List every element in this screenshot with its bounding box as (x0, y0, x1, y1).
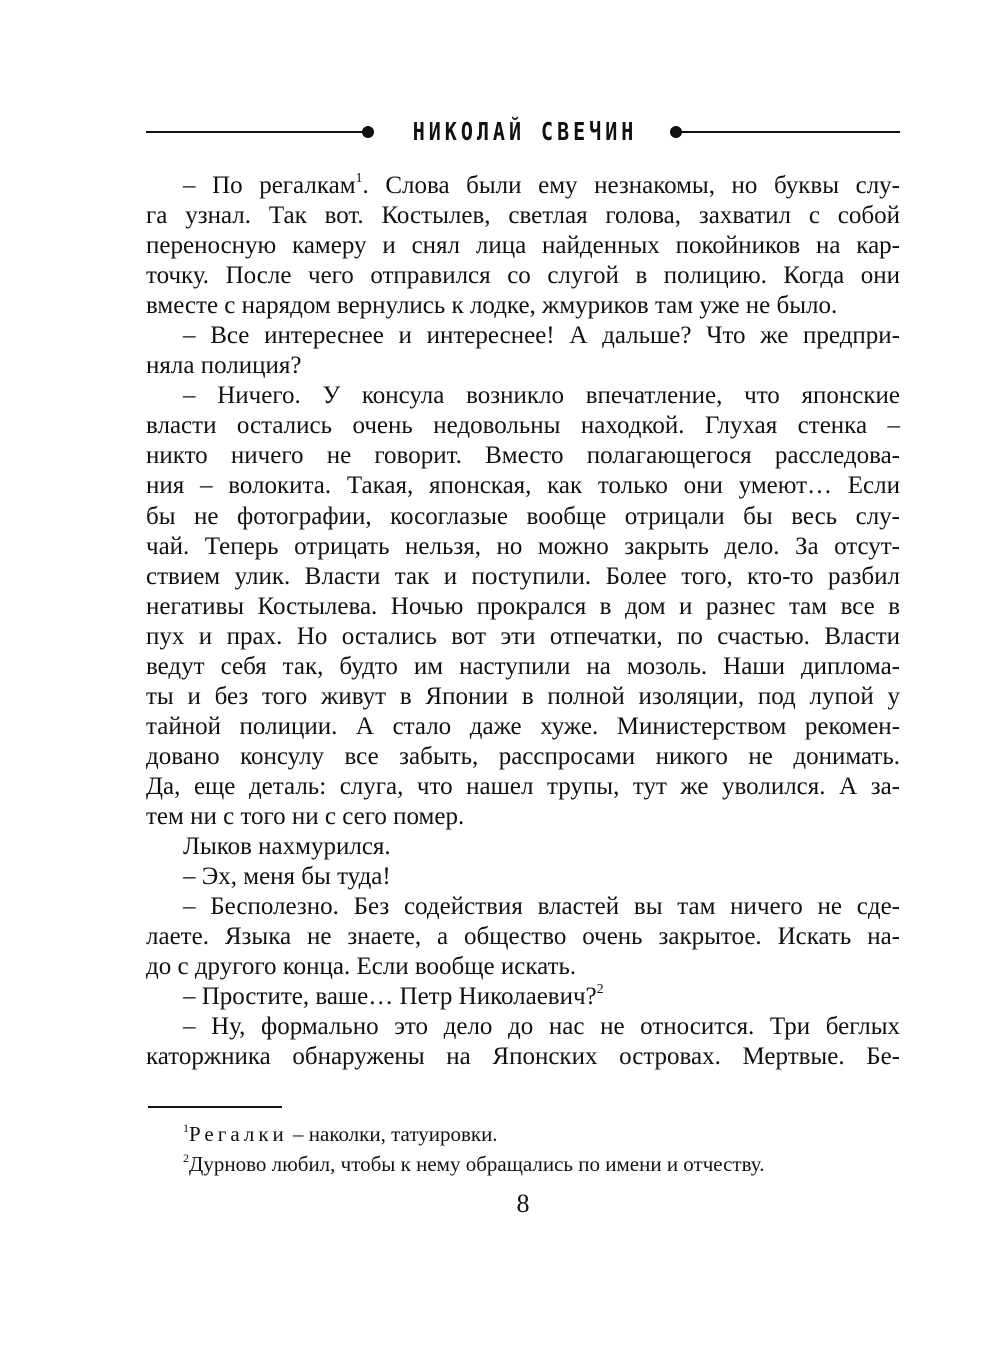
text-line (146, 351, 900, 381)
footnote-number: 2 (183, 1151, 189, 1165)
footnote-marker[interactable]: 1 (355, 171, 363, 186)
text-line (146, 532, 900, 562)
text-line (146, 1042, 900, 1072)
line-text: ния – волокита. Такая, японская, как только они умеют… Если (146, 472, 900, 500)
text-line (146, 832, 900, 862)
line-text: чай. Теперь отрицать нельзя, но можно закрыть дело. За отсут- (146, 532, 900, 560)
line-text: негативы Костылева. Ночью прокрался в дом и разнес там все в (146, 592, 900, 620)
footnote-text: – наколки, татуировки. (287, 1122, 498, 1146)
footnote-number: 1 (183, 1121, 189, 1135)
footnote-marker[interactable]: 2 (596, 982, 604, 998)
header-rule-left (146, 131, 364, 133)
line-text: га узнал. Так вот. Костылев, светлая голова, захватил с собой (146, 202, 900, 230)
text-line (146, 381, 900, 411)
line-text: пух и прах. Но остались вот эти отпечатки, по счастью. Власти (146, 622, 900, 650)
body-text (146, 171, 900, 1072)
line-text: . Слова были ему незнакомы, но буквы слу- (362, 172, 900, 199)
footnotes (146, 1119, 900, 1179)
header-author: НИКОЛАЙ СВЕЧИН (412, 116, 638, 146)
line-text: точку. После чего отправился со слугой в полицию. Когда они (146, 262, 900, 290)
header-rule-right (678, 131, 900, 133)
text-line (146, 1012, 900, 1042)
line-text: до с другого конца. Если вообще искать. (146, 953, 577, 981)
text-line (146, 441, 900, 471)
footnote (146, 1119, 900, 1149)
text-line (146, 682, 900, 712)
text-line (146, 862, 900, 892)
line-text: переносную камеру и снял лица найденных покойников на кар- (146, 232, 900, 260)
text-line (146, 471, 900, 501)
text-line (146, 592, 900, 622)
line-text: Лыков нахмурился. (183, 833, 391, 861)
text-line (146, 321, 900, 351)
line-text: ты и без того живут в Японии в полной изоляции, под лупой у (146, 682, 900, 710)
line-text: довано консулу все забыть, расспросами никого не донимать. (146, 742, 900, 770)
page-number: 8 (516, 1189, 530, 1218)
line-text: – Ничего. У консула возникло впечатление, что японские (183, 382, 900, 410)
line-text: каторжника обнаружены на Японских островах. Мертвые. Бе- (146, 1043, 900, 1071)
text-line (146, 802, 900, 832)
line-text: бы не фотографии, косоглазые вообще отрицали бы весь слу- (146, 502, 900, 530)
text-line (146, 922, 900, 952)
text-line (146, 171, 900, 201)
line-text: няла полиция? (146, 352, 302, 380)
running-header (146, 117, 900, 147)
line-text: – Бесполезно. Без содействия властей вы там ничего не сде- (183, 893, 900, 921)
text-line (146, 742, 900, 772)
text-line (146, 502, 900, 532)
line-text: – Ну, формально это дело до нас не относится. Три беглых (183, 1013, 900, 1041)
footnote-separator (148, 1106, 282, 1108)
line-text: тем ни с того ни с сего помер. (146, 802, 465, 830)
line-text: никто ничего не говорит. Вместо полагающегося расследова- (146, 442, 900, 470)
footnote-term: Регалки (189, 1122, 288, 1146)
line-text: лаете. Языка не знаете, а общество очень закрытое. Искать на- (146, 923, 900, 951)
line-text: Да, еще деталь: слуга, что нашел трупы, тут же уволился. А за- (146, 772, 900, 800)
line-text: вместе с нарядом вернулись к лодке, жмуриков там уже не было. (146, 292, 838, 320)
text-line (146, 201, 900, 231)
line-text: – По регалкам (183, 172, 356, 199)
text-line (146, 982, 900, 1012)
line-text: власти остались очень недовольны находкой. Глухая стенка – (146, 412, 900, 440)
line-text: тайной полиции. А стало даже хуже. Министерством рекомен- (146, 712, 900, 740)
line-text: – Все интереснее и интереснее! А дальше? Что же предпри- (183, 322, 900, 350)
text-line (146, 231, 900, 261)
text-line (146, 772, 900, 802)
text-line (146, 411, 900, 441)
text-line (146, 562, 900, 592)
text-line (146, 952, 900, 982)
line-text: – Простите, ваше… Петр Николаевич? (183, 983, 597, 1011)
text-line (146, 261, 900, 291)
footnote (146, 1149, 900, 1179)
header-dot-left (362, 126, 374, 138)
line-text: ствием улик. Власти так и поступили. Более того, кто-то разбил (146, 562, 900, 590)
text-line (146, 291, 900, 321)
text-line (146, 712, 900, 742)
footnote-text: Дурново любил, чтобы к нему обращались по имени и отчеству. (189, 1152, 765, 1176)
text-line (146, 892, 900, 922)
line-text: – Эх, меня бы туда! (183, 863, 391, 891)
text-line (146, 652, 900, 682)
line-text: ведут себя так, будто им наступили на мозоль. Наши диплома- (146, 652, 900, 680)
text-line (146, 622, 900, 652)
